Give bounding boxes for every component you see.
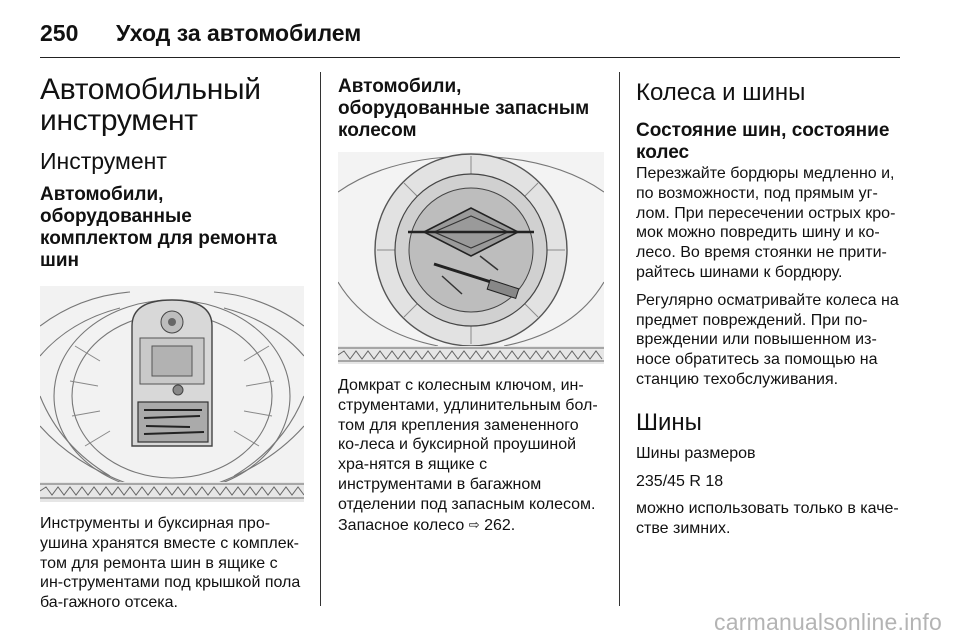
column-middle [338, 68, 604, 543]
header-rule [40, 57, 900, 58]
chapter-title: Уход за автомобилем [116, 19, 362, 46]
variant-heading: Автомобили, оборудованные комплектом для ремонта шин [40, 184, 277, 271]
section-title: Колеса и шины [636, 79, 806, 106]
caption-text: Домкрат с колесным ключом, ин-струментами, удлинительным бол-том для крепления замененного ко-леса и буксирной проушиной хра-нятся в ящике с инструментами в багажном отделении под запасным колесом. Запасное колесо [338, 377, 598, 534]
paragraph: Регулярно осматривайте колеса на предмет повреждений. При по-вреждении или повышенном из-носе обратитесь за помощью на станцию техобслуживания. [636, 291, 899, 388]
watermark: carmanualsonline.info [714, 609, 942, 635]
figure-caption: Инструменты и буксирная про-ушина хранятся вместе с комплек-том для ремонта шин в ящике с ин-струментами под крышкой пола ба-гажного отсека. [40, 515, 301, 612]
tire-size-label: Шины размеров [636, 444, 756, 462]
column-left [40, 68, 304, 621]
variant-heading: Автомобили, оборудованные запасным колесом [338, 76, 590, 141]
section-title: Автомобильный инструмент [40, 73, 261, 137]
topic-heading: Состояние шин, состояние колес [636, 120, 890, 163]
spare-wheel-jack-illustration [338, 152, 604, 364]
figure-caption [338, 376, 604, 535]
paragraph: Перезжайте бордюры медленно и, по возможности, под прямым уг-лом. При пересечении острых кро-мок можно повредить шину и ко-лесо. Во время стоянки не прити-райтесь шинами к бордюру. [636, 165, 896, 281]
subsection-title: Шины [636, 408, 702, 436]
tire-size-value: 235/45 R 18 [636, 472, 724, 490]
column-divider-1 [320, 72, 321, 606]
tire-size-note: можно использовать только в каче-стве зимних. [636, 500, 899, 538]
reference-arrow-icon: ⇨ [468, 516, 480, 532]
column-divider-2 [619, 72, 620, 606]
subsection-title: Инструмент [40, 148, 167, 174]
page-reference-link[interactable]: 262. [484, 516, 516, 534]
page-header [40, 18, 361, 48]
tool-box-illustration [40, 286, 304, 502]
column-right [636, 68, 904, 547]
page-number: 250 [40, 19, 79, 46]
